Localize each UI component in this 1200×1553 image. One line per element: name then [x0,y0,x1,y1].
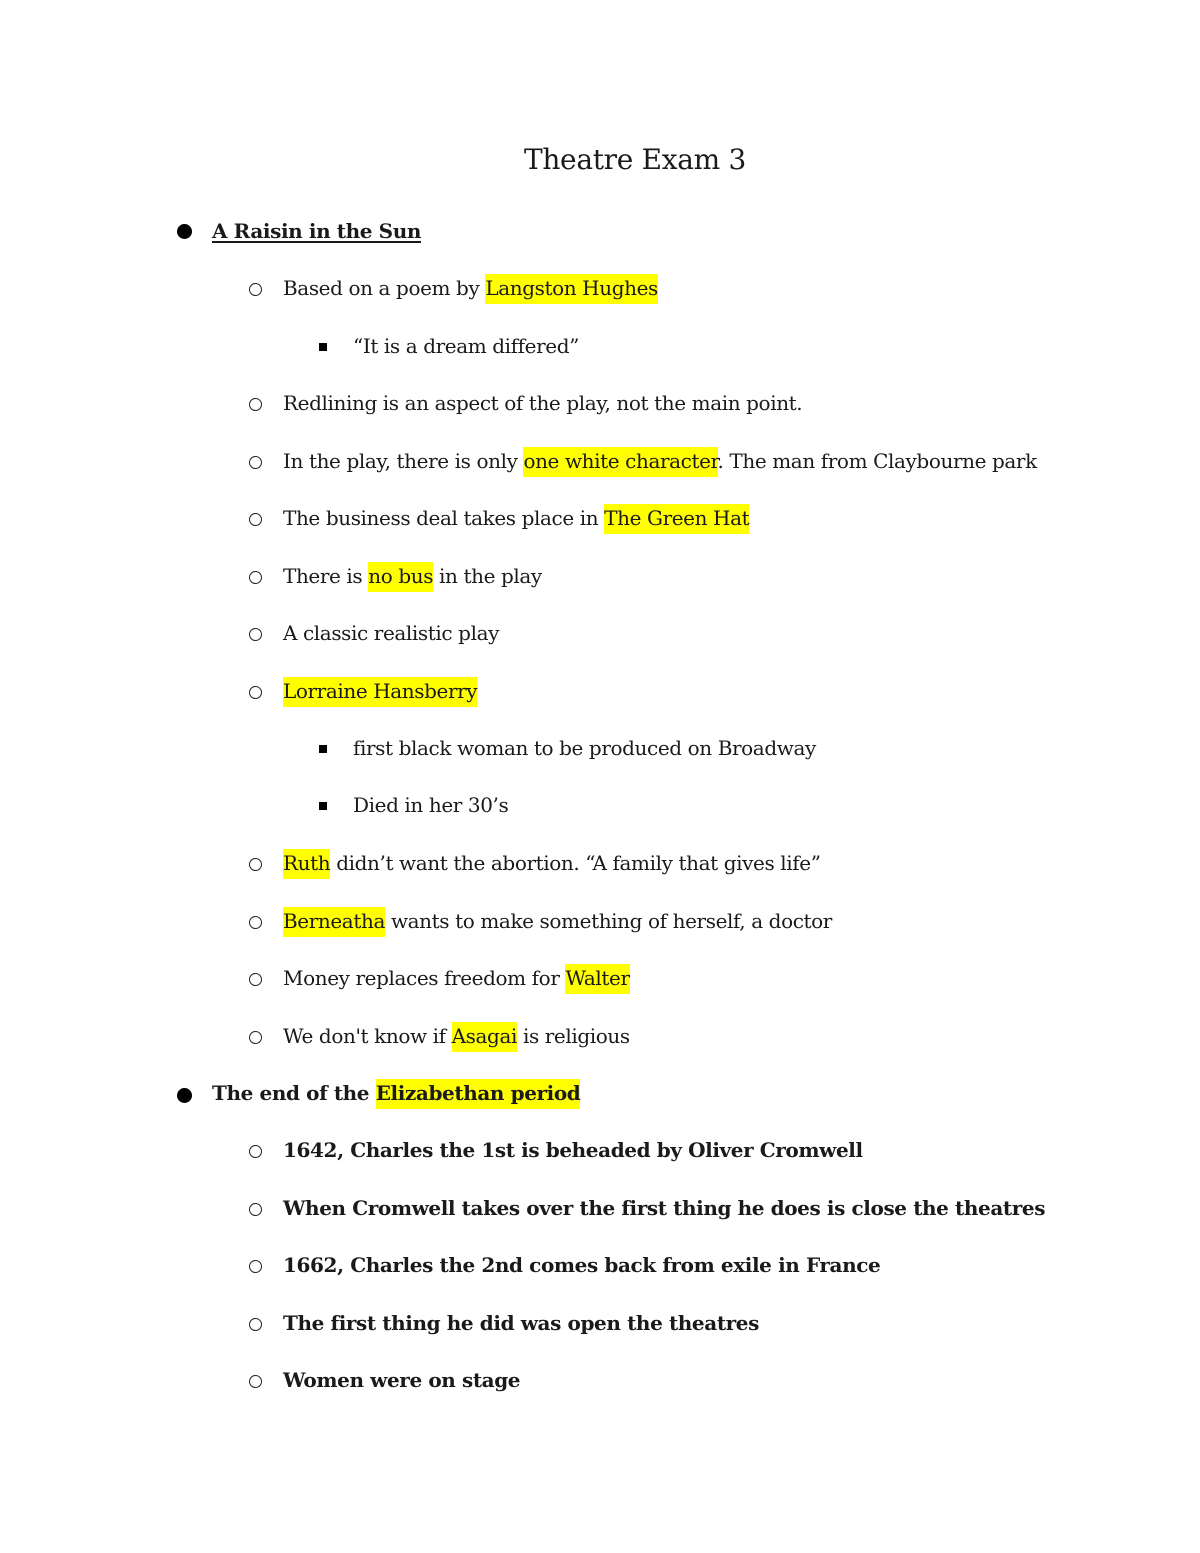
filled-bullet-icon [177,224,192,239]
hollow-bullet-icon [249,1203,262,1216]
list-item [283,504,749,532]
hollow-bullet-icon [249,686,262,699]
item-text: wants to make something of herself, a doctor [384,909,832,933]
list-item: 1662, Charles the 2nd comes back from exile in France [283,1253,881,1277]
highlighted-text: Berneatha [283,907,385,937]
sub-list-item: “It is a dream differed” [353,334,579,358]
item-text: The business deal takes place in [283,506,605,530]
list-item: A classic realistic play [283,621,499,645]
square-bullet-icon [319,802,327,810]
hollow-bullet-icon [249,1260,262,1273]
hollow-bullet-icon [249,1145,262,1158]
square-bullet-icon [319,343,327,351]
item-text: in the play [433,564,542,588]
highlighted-text: Lorraine Hansberry [283,677,477,707]
hollow-bullet-icon [249,283,262,296]
list-item: 1642, Charles the 1st is beheaded by Oliver Cromwell [283,1138,863,1162]
sub-list-item: Died in her 30’s [353,793,509,817]
list-item [283,1022,630,1050]
list-item [283,562,542,590]
hollow-bullet-icon [249,513,262,526]
item-text: We don't know if [283,1024,452,1048]
heading-text: The end of the [212,1081,376,1105]
item-text: In the play, there is only [283,449,524,473]
item-text: Money replaces freedom for [283,966,566,990]
page-title: Theatre Exam 3 [523,143,747,176]
highlighted-text: Ruth [283,849,330,879]
hollow-bullet-icon [249,398,262,411]
item-text: didn’t want the abortion. “A family that gives life” [330,851,821,875]
list-item: Women were on stage [283,1368,521,1392]
hollow-bullet-icon [249,1031,262,1044]
section-heading-elizabethan [212,1079,580,1107]
hollow-bullet-icon [249,571,262,584]
list-item [283,677,477,705]
highlighted-text: one white character [523,447,717,477]
highlighted-text: no bus [368,562,433,592]
list-item [283,907,832,935]
item-text: . The man from Claybourne park [717,449,1037,473]
hollow-bullet-icon [249,456,262,469]
list-item: Redlining is an aspect of the play, not the main point. [283,391,803,415]
item-text: There is [283,564,369,588]
highlighted-text: Elizabethan period [376,1079,581,1109]
highlighted-text: Asagai [452,1022,517,1052]
list-item [283,849,821,877]
hollow-bullet-icon [249,1375,262,1388]
highlighted-text: Langston Hughes [485,274,658,304]
item-text: is religious [516,1024,630,1048]
filled-bullet-icon [177,1088,192,1103]
hollow-bullet-icon [249,916,262,929]
hollow-bullet-icon [249,1318,262,1331]
list-item: When Cromwell takes over the first thing he does is close the theatres [283,1196,1046,1220]
square-bullet-icon [319,745,327,753]
highlighted-text: The Green Hat [604,504,749,534]
section-heading-raisin: A Raisin in the Sun [212,219,421,243]
highlighted-text: Walter [565,964,629,994]
list-item [283,274,658,302]
hollow-bullet-icon [249,628,262,641]
list-item: The first thing he did was open the theatres [283,1311,759,1335]
hollow-bullet-icon [249,973,262,986]
list-item [283,964,630,992]
hollow-bullet-icon [249,858,262,871]
item-text: Based on a poem by [283,276,486,300]
list-item [283,447,1037,475]
sub-list-item: first black woman to be produced on Broadway [353,736,816,760]
